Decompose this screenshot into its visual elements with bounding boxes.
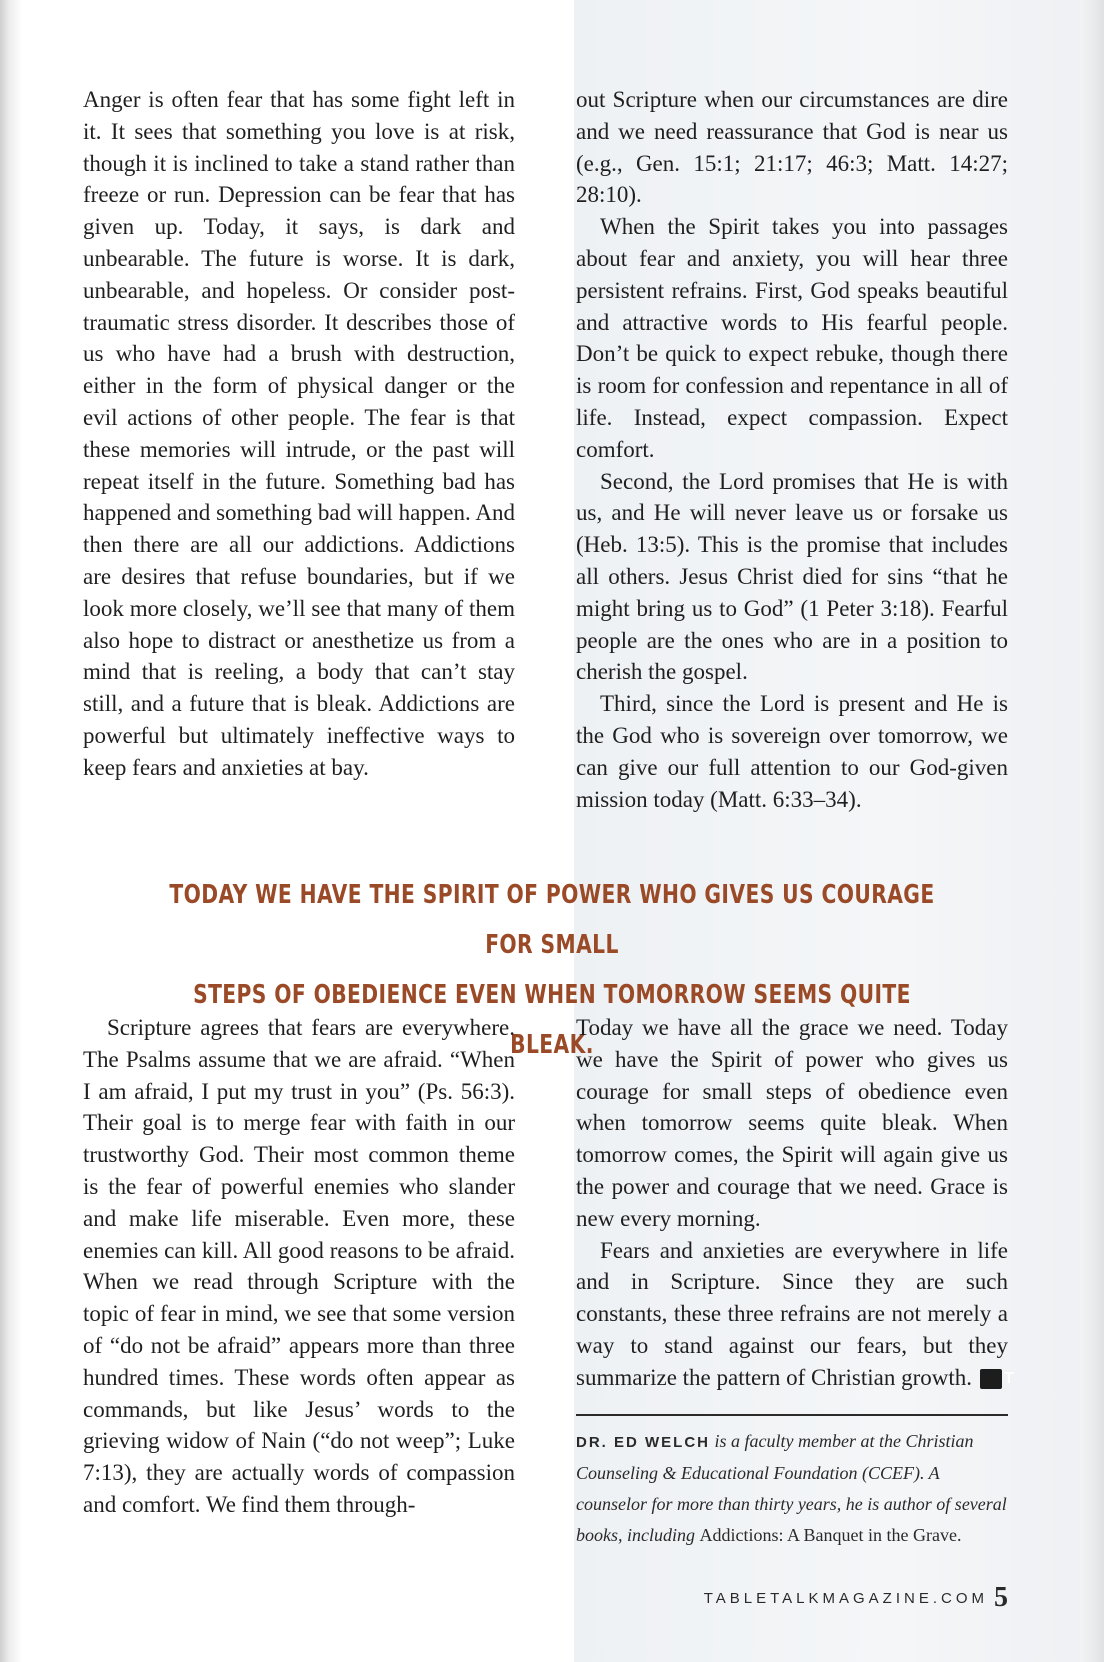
paragraph: Anger is often fear that has some fight left in it. It sees that something you love is at risk, though it is inclined to take a stand rather than freeze or run. Depression can be fear that has given up. Today, it says, is dark and unbearable. The future is worse. It is dark, unbearable, and hopeless. Or consider post-traumatic stress disorder. It describes those of us who have had a brush with destruction, either in the form of physical danger or the evil actions of other people. The fear is that these memories will intrude, or the past will repeat itself in the future. Something bad has happened and something bad will happen. And then there are all our addictions. Addictions are desires that refuse boundaries, but if we look more closely, we’ll see that many of them also hope to distract or anesthetize us from a mind that is reeling, a body that can’t stay still, and a future that is bleak. Addictions are powerful but ultimately ineffective ways to keep fears and anxieties at bay. — [83, 87, 515, 780]
pull-quote-line-1: TODAY WE HAVE THE SPIRIT OF POWER WHO GIVES US COURAGE FOR SMALL — [169, 880, 935, 960]
paragraph — [576, 1235, 1014, 1394]
page-edge — [1080, 0, 1104, 1662]
article-column-top-left — [83, 84, 515, 784]
article-column-top-right — [576, 84, 1008, 815]
paragraph: out Scripture when our circumstances are dire and we need reassurance that God is near us (e.g., Gen. 15:1; 21:17; 46:3; Matt. 14:27; 28:10). — [576, 87, 1008, 208]
author-name: DR. ED WELCH — [576, 1434, 710, 1451]
book-title: Addictions: A Banquet in the Grave. — [699, 1525, 962, 1545]
tabletalk-end-mark-icon: T — [980, 1369, 1002, 1389]
paragraph: When the Spirit takes you into passages about fear and anxiety, you will hear three persistent refrains. First, God speaks beautiful and attractive words to His fearful people. Don’t be quick to expect rebuke, though there is room for confession and repentance in all of life. Instead, expect compassion. Expect comfort. — [576, 214, 1008, 462]
final-paragraph-text: Fears and anxieties are everywhere in life and in Scripture. Since they are such constants, these three refrains are not merely a way to stand against our fears, but they summarize the pattern of Christian growth. — [576, 1237, 1008, 1390]
page-spine-shadow — [0, 0, 22, 1662]
paragraph: Scripture agrees that fears are everywhere. The Psalms assume that we are afraid. “When I am afraid, I put my trust in you” (Ps. 56:3). Their goal is to merge fear with faith in our trustworthy God. Their most common theme is the fear of powerful enemies who slander and make life miserable. Even more, these enemies can kill. All good reasons to be afraid. When we read through Scripture with the topic of fear in mind, we see that some version of “do not be afraid” appears more than three hundred times. These words often appear as commands, but like Jesus’ words to the grieving widow of Nain (“do not weep”; Luke 7:13), they are actually words of compassion and comfort. We find them through- — [83, 1015, 515, 1517]
author-bio-text: is a faculty member at the Christian Counseling & Educational Foundation (CCEF). A counselor for more than thirty years, he is author of several books, including — [576, 1431, 1007, 1545]
paragraph: Second, the Lord promises that He is with us, and He will never leave us or forsake us (Heb. 13:5). This is the promise that includes all others. Jesus Christ died for sins “that he might bring us to God” (1 Peter 3:18). Fearful people are the ones who are in a position to cherish the gospel. — [576, 468, 1008, 685]
paragraph: Third, since the Lord is present and He is the God who is sovereign over tomorrow, we can give our full attention to our God-given mission today (Matt. 6:33–34). — [576, 691, 1008, 812]
author-bio — [576, 1426, 1008, 1551]
article-column-bottom-left — [83, 1012, 515, 1521]
article-column-bottom-right — [576, 1012, 1014, 1394]
page-footer — [704, 1582, 1008, 1614]
page-number: 5 — [994, 1582, 1008, 1613]
footer-site: TABLETALKMAGAZINE.COM — [703, 1590, 988, 1607]
bio-divider — [576, 1414, 1008, 1416]
pull-quote-line-2: STEPS OF OBEDIENCE EVEN WHEN TOMORROW SEEMS QUITE BLEAK. — [193, 980, 911, 1060]
paragraph: Today we have all the grace we need. Today we have the Spirit of power who gives us courage for small steps of obedience even when tomorrow seems quite bleak. When tomorrow comes, the Spirit will again give us the power and courage that we need. Grace is new every morning. — [576, 1015, 1008, 1231]
